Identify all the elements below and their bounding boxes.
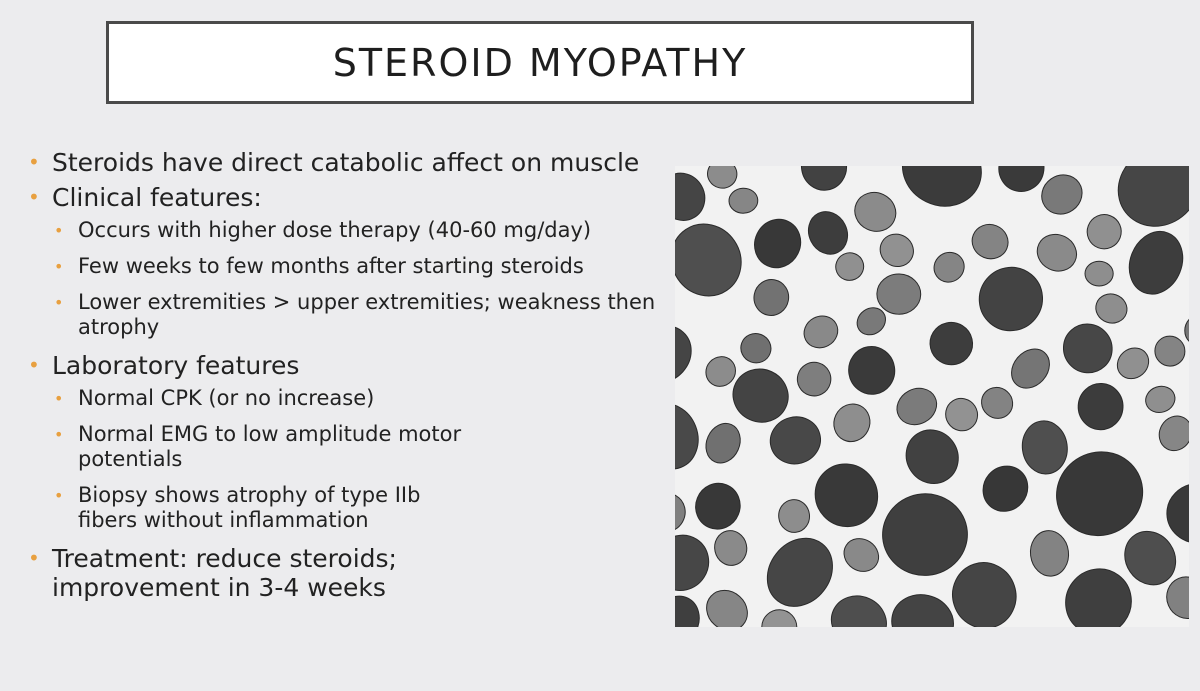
bullet-item bbox=[28, 148, 672, 177]
bullet-item bbox=[28, 351, 668, 380]
bullet-dot-icon: • bbox=[28, 546, 40, 570]
bullet-dot-icon: • bbox=[28, 353, 40, 377]
sub-bullet-item bbox=[28, 254, 668, 279]
bullet-text: Few weeks to few months after starting steroids bbox=[78, 254, 584, 278]
bullet-text: Clinical features: bbox=[52, 183, 262, 212]
bullet-text: Treatment: reduce steroids; improvement in 3-4 weeks bbox=[52, 544, 397, 602]
slide-title: STEROID MYOPATHY bbox=[332, 40, 748, 85]
histology-micrograph bbox=[675, 166, 1189, 627]
sub-bullet-item bbox=[28, 386, 668, 411]
sub-bullet-item bbox=[28, 422, 548, 472]
bullet-text: Normal CPK (or no increase) bbox=[78, 386, 375, 410]
bullet-dot-icon: • bbox=[54, 425, 64, 444]
bullet-text: Normal EMG to low amplitude motor potentials bbox=[78, 422, 462, 471]
bullet-dot-icon: • bbox=[54, 221, 64, 240]
sub-bullet-item bbox=[28, 290, 678, 340]
bullet-dot-icon: • bbox=[28, 150, 40, 174]
bullet-text: Occurs with higher dose therapy (40-60 mg/day) bbox=[78, 218, 592, 242]
bullet-dot-icon: • bbox=[54, 257, 64, 276]
bullet-text: Biopsy shows atrophy of type IIb fibers without inflammation bbox=[78, 483, 421, 532]
slide-title-box bbox=[106, 21, 974, 104]
bullet-item bbox=[28, 544, 412, 602]
bullet-dot-icon: • bbox=[28, 185, 40, 209]
bullet-dot-icon: • bbox=[54, 486, 64, 505]
bullet-text: Lower extremities > upper extremities; weakness then atrophy bbox=[78, 290, 656, 339]
bullet-dot-icon: • bbox=[54, 389, 64, 408]
sub-bullet-item bbox=[28, 218, 668, 243]
bullet-text: Steroids have direct catabolic affect on muscle bbox=[52, 148, 640, 177]
bullet-dot-icon: • bbox=[54, 293, 64, 312]
bullet-item bbox=[28, 183, 668, 212]
muscle-biopsy-image bbox=[675, 166, 1189, 627]
bullet-list bbox=[28, 148, 668, 608]
sub-bullet-item bbox=[28, 483, 478, 533]
bullet-text: Laboratory features bbox=[52, 351, 300, 380]
muscle-fiber bbox=[1085, 261, 1113, 286]
